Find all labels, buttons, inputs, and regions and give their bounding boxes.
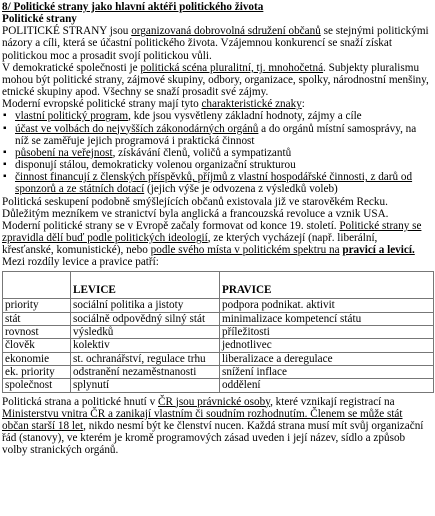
- text: disponují stálou, demokraticky volenou organizační strukturou: [15, 159, 296, 172]
- table-cell: rovnost: [3, 326, 71, 339]
- table-row: [3, 312, 434, 325]
- underlined-text: vlastní politický program: [15, 110, 129, 123]
- section-heading: 8/ Politické strany jako hlavní aktéři politického života: [2, 1, 264, 13]
- table-header-row: [3, 272, 434, 299]
- underlined-text: Ministerstvu vnitra ČR a zanikají vlastním či soudním rozhodnutím. Členem se může stát občan starší 18 let: [2, 407, 403, 432]
- paragraph-pluralism: [2, 62, 429, 98]
- table-cell: odstranění nezaměstnanosti: [71, 365, 220, 378]
- paragraph-definition: [2, 25, 429, 61]
- list-item: [2, 171, 429, 195]
- table-row: [3, 339, 434, 352]
- table-cell: minimalizace kompetencí státu: [220, 312, 434, 325]
- characteristics-list: [2, 110, 429, 195]
- paragraph-table-intro: Mezi rozdíly levice a pravice patří:: [2, 256, 159, 269]
- table-cell: priority: [3, 299, 71, 312]
- table-header-cell: LEVICE: [71, 272, 220, 299]
- table-header-cell: [3, 272, 71, 299]
- underlined-text: ČR jsou právnické osoby: [157, 395, 271, 408]
- text: :: [301, 98, 305, 111]
- list-item: [2, 147, 429, 159]
- text: Moderní evropské politické strany mají tyto: [2, 98, 202, 111]
- table-cell: výsledků: [71, 326, 220, 339]
- bold-underlined-text: pravicí a levicí.: [342, 244, 415, 257]
- table-cell: liberalizace a deregulace: [220, 352, 434, 365]
- text: Politická strana a politické hnutí v: [2, 395, 158, 408]
- underlined-text: podle svého místa v politickém spektru na: [150, 244, 340, 257]
- left-right-comparison-table: [2, 271, 434, 392]
- list-item: [2, 123, 429, 147]
- table-cell: ek. priority: [3, 365, 71, 378]
- text: , nikdo nesmí být ke členství nucen. Každá strana musí mít svůj organizační řád (stanovy), ve kterém je kromě programových zásad uveden i její název, sídlo a způsob volby stranických orgánů.: [2, 419, 424, 457]
- text: , získávání členů, voličů a sympatizantů: [112, 146, 292, 159]
- table-row: [3, 352, 434, 365]
- text: . Subjekty pluralismu mohou být politické strany, zájmové skupiny, odbory, organizace, spolky, národnostní menšiny, etnické skupiny apod. Všechny se snaží prosadit své zájmy.: [2, 61, 429, 99]
- table-row: [3, 326, 434, 339]
- table-cell: sociálně odpovědný silný stát: [71, 312, 220, 325]
- text: V demokratické společnosti je: [2, 61, 141, 74]
- text: Moderní politické strany se v Evropě začaly formovat od konce 19. století.: [2, 219, 340, 232]
- paragraph-legal-status: [2, 396, 429, 457]
- text: a do orgánů místní samosprávy, na níž se zaměřuje jejich programová i praktická činnost: [15, 122, 417, 147]
- subheading: Politické strany: [2, 13, 77, 26]
- table-row: [3, 379, 434, 392]
- table-cell: jednotlivec: [220, 339, 434, 352]
- paragraph-modern-parties: [2, 220, 429, 256]
- text: POLITICKÉ STRANY jsou: [2, 25, 132, 38]
- table-cell: splynutí: [71, 379, 220, 392]
- underlined-text: činnost financují z členských příspěvků, příjmů z vlastní hospodářské činnosti, z darů od sponzorů a ze státních dotací: [15, 171, 413, 196]
- underlined-text: účast ve volbách do nejvyšších zákonodárných orgánů: [15, 122, 259, 135]
- table-cell: ekonomie: [3, 352, 71, 365]
- text: , které vznikají registrací na: [270, 395, 395, 408]
- table-cell: oddělení: [220, 379, 434, 392]
- text: se stejnými politickými názory a cíli, která se účastní politického života. Vzájemnou konkurencí se snaží získat politickou moc a prosadit svojí politickou vůli.: [2, 25, 429, 62]
- table-header-cell: PRAVICE: [220, 272, 434, 299]
- list-item: [2, 110, 429, 122]
- table-cell: st. ochranářství, regulace trhu: [71, 352, 220, 365]
- table-cell: člověk: [3, 339, 71, 352]
- paragraph-history: Politická seskupení podobně smýšlejících občanů existovala již ve starověkém Recku. Důležitým mezníkem ve stranictví byla anglická a francouzská revoluce a vznik USA.: [2, 195, 389, 220]
- table-cell: sociální politika a jistoty: [71, 299, 220, 312]
- underlined-text: charakteristické znaky: [201, 98, 302, 111]
- underlined-text: organizovaná dobrovolná sdružení občanů: [131, 25, 321, 38]
- table-cell: kolektiv: [71, 339, 220, 352]
- table-cell: podpora podnikat. aktivit: [220, 299, 434, 312]
- table-row: [3, 299, 434, 312]
- paragraph-characteristics-intro: [2, 98, 429, 110]
- text: , ze kterých vycházejí (např. liberální, křesťanské, komunistické), nebo: [2, 231, 378, 257]
- table-row: [3, 365, 434, 378]
- list-item: [2, 159, 429, 171]
- underlined-text: politická scéna pluralitní, tj. mnohočetná: [140, 61, 324, 74]
- table-cell: stát: [3, 312, 71, 325]
- underlined-text: působení na veřejnost: [15, 146, 113, 159]
- table-cell: společnost: [3, 379, 71, 392]
- text: (jejich výše je odvozena z výsledků voleb): [144, 183, 338, 196]
- table-cell: snížení inflace: [220, 365, 434, 378]
- table-cell: příležitosti: [220, 326, 434, 339]
- text: , kde jsou vysvětleny základní hodnoty, zájmy a cíle: [128, 110, 362, 123]
- underlined-text: Politické strany se zpravidla dělí buď podle politických ideologií: [2, 219, 422, 244]
